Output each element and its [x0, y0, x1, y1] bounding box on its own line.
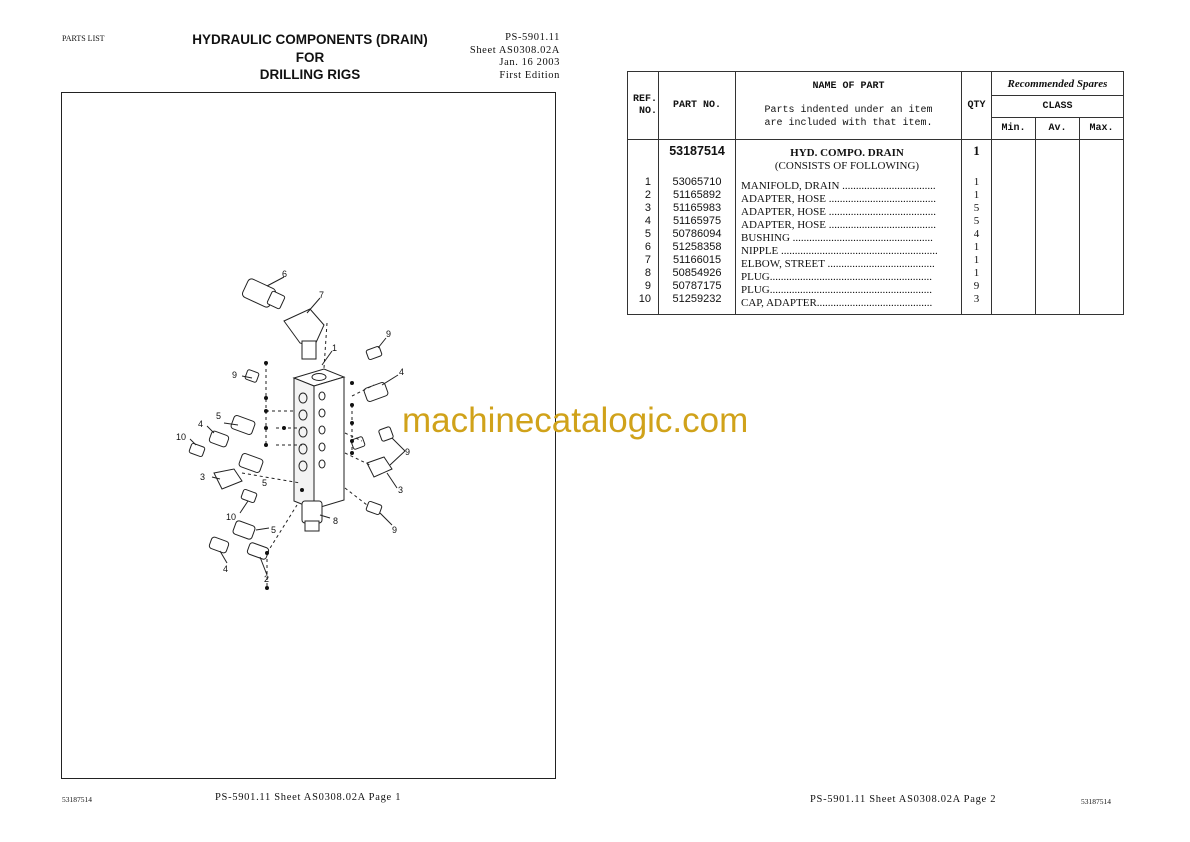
callout-label: 5 — [262, 478, 268, 488]
footer-right-page: PS-5901.11 Sheet AS0308.02A Page 2 — [810, 794, 997, 805]
part-no-cell: 51166015 — [672, 254, 722, 266]
part-name-cell: PLUG........................................................... — [741, 271, 932, 283]
part-no-cell: 51259232 — [672, 293, 722, 305]
qty-cell: 9 — [973, 280, 980, 292]
name-header-note-1: Parts indented under an item — [764, 105, 933, 116]
manifold-left-face — [294, 378, 314, 509]
callout-label: 1 — [332, 343, 338, 353]
part-no-cell: 51165983 — [672, 202, 722, 214]
callout-label: 10 — [176, 432, 187, 442]
qty-cell: 5 — [973, 215, 980, 227]
ref-cell: 3 — [644, 202, 651, 214]
parts-list-label: PARTS LIST — [62, 34, 105, 43]
doc-date: Jan. 16 2003 — [499, 57, 560, 68]
part-no-cell: 51258358 — [672, 241, 722, 253]
ref-column — [628, 140, 659, 315]
plug-part-8 — [302, 501, 322, 531]
name-header-title: NAME OF PART — [812, 81, 885, 92]
callout-label: 2 — [264, 574, 270, 584]
callout-label: 10 — [226, 512, 237, 522]
part-no-column — [659, 140, 736, 315]
ref-cell: 7 — [644, 254, 651, 266]
callout-label: 8 — [333, 516, 339, 526]
part-no-header: PART NO. — [659, 72, 736, 140]
ref-cell: 2 — [644, 189, 651, 201]
max-header: Max. — [1080, 118, 1124, 140]
part-no-cell: 50787175 — [672, 280, 722, 292]
part-no-cell: 53065710 — [672, 176, 722, 188]
qty-cell: 1 — [973, 241, 980, 253]
min-column — [992, 140, 1036, 315]
title-line-2: FOR — [295, 49, 325, 65]
document-title — [160, 31, 460, 84]
callout-label: 6 — [282, 269, 288, 279]
watermark: machinecatalogic.com — [402, 401, 749, 440]
class-header: CLASS — [992, 96, 1124, 118]
sheet-number: Sheet AS0308.02A — [469, 44, 560, 56]
av-column — [1036, 140, 1080, 315]
qty-cell: 4 — [973, 228, 980, 240]
footer-right-code: 53187514 — [1081, 797, 1111, 806]
assembly-name: HYD. COMPO. DRAIN — [790, 147, 904, 159]
callout-label: 9 — [392, 525, 398, 535]
footer-left-code: 53187514 — [62, 795, 92, 804]
manifold-right-face — [314, 377, 344, 509]
ref-cell: 1 — [644, 176, 651, 188]
qty-cell: 1 — [973, 176, 980, 188]
title-line-1: HYDRAULIC COMPONENTS (DRAIN) — [192, 32, 428, 47]
part-name-cell: NIPPLE ......................................................... — [741, 245, 938, 257]
min-header: Min. — [992, 118, 1036, 140]
callout-label: 9 — [386, 329, 392, 339]
qty-cell: 1 — [973, 254, 980, 266]
recommended-spares-header: Recommended Spares — [992, 72, 1124, 96]
callout-label: 3 — [398, 485, 404, 495]
callout-label: 4 — [223, 564, 229, 574]
callout-label: 5 — [271, 525, 277, 535]
right-fittings — [351, 346, 394, 515]
ref-cell: 9 — [644, 280, 651, 292]
doc-number: PS-5901.11 — [505, 32, 560, 43]
ref-no-header: REF. NO. — [628, 72, 659, 140]
left-fittings — [189, 369, 270, 560]
qty-cell: 5 — [973, 202, 980, 214]
qty-cell: 3 — [973, 293, 980, 305]
part-name-cell: ADAPTER, HOSE ....................................... — [741, 193, 936, 205]
ref-cell: 6 — [644, 241, 651, 253]
assembly-qty: 1 — [973, 144, 980, 158]
assembly-subtitle: (CONSISTS OF FOLLOWING) — [774, 160, 920, 172]
qty-column — [962, 140, 992, 315]
callout-label: 4 — [399, 367, 405, 377]
qty-cell: 1 — [973, 189, 980, 201]
callout-label: 3 — [200, 472, 206, 482]
title-line-3: DRILLING RIGS — [259, 67, 361, 82]
callout-label: 4 — [198, 419, 204, 429]
av-header: Av. — [1036, 118, 1080, 140]
ref-cell: 4 — [644, 215, 651, 227]
qty-header: QTY — [962, 72, 992, 140]
ref-cell: 10 — [638, 293, 651, 305]
callout-label: 7 — [319, 290, 325, 300]
document-meta — [440, 32, 560, 82]
part-name-cell: PLUG........................................................... — [741, 284, 932, 296]
part-name-cell: ELBOW, STREET ....................................... — [741, 258, 935, 270]
ref-cell: 5 — [644, 228, 651, 240]
callout-label: 9 — [232, 370, 238, 380]
callout-label: 5 — [216, 411, 222, 421]
part-name-cell: ADAPTER, HOSE ....................................... — [741, 219, 936, 231]
name-of-part-header — [736, 72, 962, 140]
part-name-cell: BUSHING ................................................... — [741, 232, 933, 244]
part-no-cell: 51165892 — [672, 189, 722, 201]
edition: First Edition — [499, 69, 560, 81]
callout-label: 9 — [405, 447, 411, 457]
name-column — [736, 140, 962, 315]
nipple-part — [241, 278, 285, 310]
elbow-part — [284, 309, 324, 359]
parts-table — [627, 71, 1124, 315]
part-name-cell: ADAPTER, HOSE ....................................... — [741, 206, 936, 218]
name-header-note-2: are included with that item. — [764, 118, 933, 129]
part-no-cell: 50786094 — [672, 228, 722, 240]
qty-cell: 1 — [973, 267, 980, 279]
part-name-cell: MANIFOLD, DRAIN .................................. — [741, 180, 936, 192]
ref-cell: 8 — [644, 267, 651, 279]
part-name-cell: CAP, ADAPTER.......................................... — [741, 297, 933, 309]
part-no-cell: 50854926 — [672, 267, 722, 279]
part-no-cell: 51165975 — [672, 215, 722, 227]
max-column — [1080, 140, 1124, 315]
footer-left-page: PS-5901.11 Sheet AS0308.02A Page 1 — [215, 792, 402, 803]
assembly-part-no: 53187514 — [669, 144, 725, 158]
